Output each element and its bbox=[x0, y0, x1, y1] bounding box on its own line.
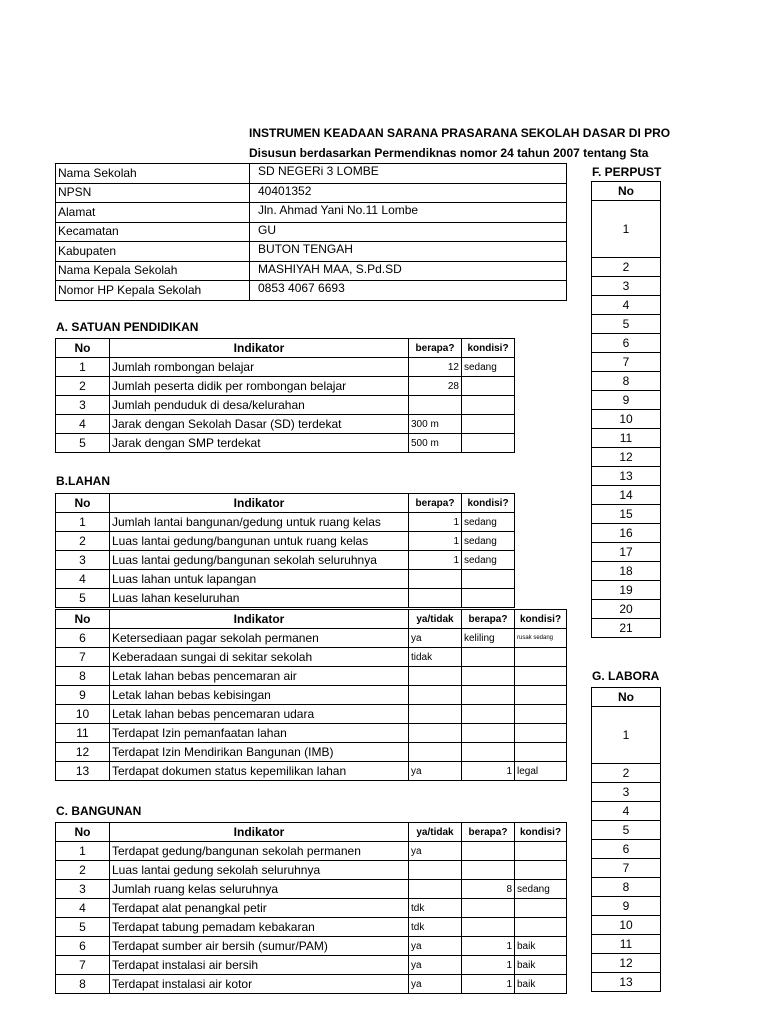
ya-tidak-value: ya bbox=[409, 975, 462, 994]
table-row bbox=[592, 954, 661, 973]
kondisi-value bbox=[515, 667, 567, 686]
table-row bbox=[56, 686, 567, 705]
berapa-value: 1 bbox=[462, 975, 515, 994]
table-row bbox=[592, 600, 661, 619]
berapa-value: 1 bbox=[462, 956, 515, 975]
table-row bbox=[56, 724, 567, 743]
table-row bbox=[56, 975, 567, 994]
berapa-value bbox=[462, 648, 515, 667]
document-subtitle: Disusun berdasarkan Permendiknas nomor 24 tahun 2007 tentang Sta bbox=[249, 146, 649, 160]
info-label: Kabupaten bbox=[56, 242, 250, 262]
indicator: Keberadaan sungai di sekitar sekolah bbox=[110, 648, 409, 667]
kondisi-value bbox=[462, 396, 515, 415]
table-row bbox=[56, 918, 567, 937]
berapa-value bbox=[409, 589, 462, 608]
table-row bbox=[592, 467, 661, 486]
berapa-value: keliling bbox=[462, 629, 515, 648]
section-b-table-1 bbox=[55, 493, 515, 608]
ya-tidak-value: ya bbox=[409, 956, 462, 975]
kondisi-value: sedang bbox=[462, 551, 515, 570]
berapa-value: 1 bbox=[462, 937, 515, 956]
row-number: 15 bbox=[592, 505, 661, 524]
kondisi-value: legal bbox=[515, 762, 567, 781]
row-number: 12 bbox=[592, 448, 661, 467]
table-header-row bbox=[592, 182, 661, 201]
section-a-table bbox=[55, 338, 515, 453]
table-row bbox=[56, 956, 567, 975]
berapa-value bbox=[409, 396, 462, 415]
section-f-title: F. PERPUST bbox=[592, 165, 662, 179]
row-number: 1 bbox=[56, 513, 110, 532]
info-row bbox=[56, 242, 567, 262]
kondisi-value bbox=[515, 899, 567, 918]
column-header: berapa? bbox=[462, 823, 515, 842]
table-row bbox=[592, 486, 661, 505]
row-number: 12 bbox=[56, 743, 110, 762]
berapa-value bbox=[462, 743, 515, 762]
indicator: Luas lahan keseluruhan bbox=[110, 589, 409, 608]
table-row bbox=[592, 581, 661, 600]
row-number: 2 bbox=[56, 377, 110, 396]
table-row bbox=[592, 391, 661, 410]
kondisi-value: rusak sedang bbox=[515, 629, 567, 648]
berapa-value bbox=[409, 570, 462, 589]
table-row bbox=[56, 667, 567, 686]
table-row bbox=[592, 258, 661, 277]
berapa-value bbox=[462, 724, 515, 743]
berapa-value: 500 m bbox=[409, 434, 462, 453]
berapa-value bbox=[462, 918, 515, 937]
table-row bbox=[56, 629, 567, 648]
table-row bbox=[592, 334, 661, 353]
row-number: 11 bbox=[56, 724, 110, 743]
berapa-value: 1 bbox=[409, 532, 462, 551]
table-header-row bbox=[56, 339, 515, 358]
row-number: 3 bbox=[56, 551, 110, 570]
column-header: Indikator bbox=[110, 494, 409, 513]
indicator: Jumlah penduduk di desa/kelurahan bbox=[110, 396, 409, 415]
indicator: Terdapat instalasi air kotor bbox=[110, 975, 409, 994]
ya-tidak-value bbox=[409, 743, 462, 762]
indicator: Jarak dengan SMP terdekat bbox=[110, 434, 409, 453]
row-number: 21 bbox=[592, 619, 661, 638]
info-value: MASHIYAH MAA, S.Pd.SD bbox=[250, 261, 567, 281]
row-number: 18 bbox=[592, 562, 661, 581]
column-header: kondisi? bbox=[515, 823, 567, 842]
row-number: 12 bbox=[592, 954, 661, 973]
table-row bbox=[592, 897, 661, 916]
column-header: Indikator bbox=[110, 339, 409, 358]
table-row bbox=[592, 802, 661, 821]
row-number: 4 bbox=[56, 415, 110, 434]
kondisi-value: baik bbox=[515, 975, 567, 994]
row-number: 14 bbox=[592, 486, 661, 505]
indicator: Terdapat Izin pemanfaatan lahan bbox=[110, 724, 409, 743]
row-number: 2 bbox=[592, 258, 661, 277]
ya-tidak-value: ya bbox=[409, 629, 462, 648]
table-row bbox=[592, 707, 661, 764]
kondisi-value bbox=[515, 648, 567, 667]
column-header: No bbox=[56, 339, 110, 358]
table-row bbox=[592, 277, 661, 296]
row-number: 7 bbox=[56, 956, 110, 975]
table-row bbox=[56, 377, 515, 396]
table-row bbox=[592, 783, 661, 802]
row-number: 9 bbox=[56, 686, 110, 705]
row-number: 6 bbox=[592, 840, 661, 859]
table-row bbox=[592, 916, 661, 935]
row-number: 3 bbox=[592, 277, 661, 296]
table-row bbox=[56, 358, 515, 377]
kondisi-value: sedang bbox=[462, 513, 515, 532]
row-number: 7 bbox=[56, 648, 110, 667]
row-number: 9 bbox=[592, 897, 661, 916]
column-header: Indikator bbox=[110, 823, 409, 842]
section-g-table bbox=[591, 687, 661, 992]
indicator: Jarak dengan Sekolah Dasar (SD) terdekat bbox=[110, 415, 409, 434]
berapa-value bbox=[462, 861, 515, 880]
row-number: 3 bbox=[56, 396, 110, 415]
row-number: 10 bbox=[56, 705, 110, 724]
table-row bbox=[592, 296, 661, 315]
row-number: 11 bbox=[592, 429, 661, 448]
indicator: Ketersediaan pagar sekolah permanen bbox=[110, 629, 409, 648]
column-header: berapa? bbox=[409, 339, 462, 358]
kondisi-value bbox=[462, 415, 515, 434]
section-a-title: A. SATUAN PENDIDIKAN bbox=[56, 320, 199, 334]
indicator: Terdapat alat penangkal petir bbox=[110, 899, 409, 918]
ya-tidak-value: ya bbox=[409, 842, 462, 861]
table-row bbox=[592, 859, 661, 878]
table-row bbox=[56, 861, 567, 880]
section-b-title: B.LAHAN bbox=[56, 474, 110, 488]
berapa-value bbox=[462, 899, 515, 918]
row-number: 1 bbox=[592, 707, 661, 764]
row-number: 6 bbox=[592, 334, 661, 353]
kondisi-value bbox=[515, 686, 567, 705]
table-row bbox=[56, 937, 567, 956]
info-value: Jln. Ahmad Yani No.11 Lombe bbox=[250, 203, 567, 223]
table-row bbox=[56, 532, 515, 551]
row-number: 4 bbox=[592, 802, 661, 821]
table-header-row bbox=[56, 823, 567, 842]
column-header: No bbox=[56, 823, 110, 842]
kondisi-value bbox=[462, 589, 515, 608]
row-number: 4 bbox=[56, 899, 110, 918]
kondisi-value: sedang bbox=[462, 358, 515, 377]
column-header: ya/tidak bbox=[409, 610, 462, 629]
row-number: 5 bbox=[592, 821, 661, 840]
row-number: 1 bbox=[56, 358, 110, 377]
row-number: 2 bbox=[56, 532, 110, 551]
table-row bbox=[56, 589, 515, 608]
indicator: Luas lantai gedung/bangunan untuk ruang kelas bbox=[110, 532, 409, 551]
info-row bbox=[56, 281, 567, 301]
kondisi-value: sedang bbox=[515, 880, 567, 899]
kondisi-value bbox=[515, 705, 567, 724]
table-row bbox=[592, 410, 661, 429]
column-header: Indikator bbox=[110, 610, 409, 629]
table-row bbox=[592, 505, 661, 524]
row-number: 8 bbox=[592, 878, 661, 897]
row-number: 5 bbox=[56, 918, 110, 937]
table-row bbox=[592, 524, 661, 543]
kondisi-value: baik bbox=[515, 937, 567, 956]
table-row bbox=[592, 201, 661, 258]
indicator: Luas lahan untuk lapangan bbox=[110, 570, 409, 589]
document-title: INSTRUMEN KEADAAN SARANA PRASARANA SEKOLAH DASAR DI PRO bbox=[249, 126, 671, 140]
ya-tidak-value bbox=[409, 880, 462, 899]
column-header: No bbox=[56, 610, 110, 629]
row-number: 4 bbox=[56, 570, 110, 589]
info-label: Nomor HP Kepala Sekolah bbox=[56, 281, 250, 301]
table-row bbox=[56, 396, 515, 415]
kondisi-value: baik bbox=[515, 956, 567, 975]
row-number: 11 bbox=[592, 935, 661, 954]
info-row bbox=[56, 203, 567, 223]
table-row bbox=[592, 429, 661, 448]
row-number: 3 bbox=[56, 880, 110, 899]
kondisi-value bbox=[515, 861, 567, 880]
berapa-value: 300 m bbox=[409, 415, 462, 434]
table-row bbox=[56, 705, 567, 724]
table-row bbox=[592, 372, 661, 391]
indicator: Jumlah rombongan belajar bbox=[110, 358, 409, 377]
table-row bbox=[592, 821, 661, 840]
table-row bbox=[592, 840, 661, 859]
indicator: Jumlah ruang kelas seluruhnya bbox=[110, 880, 409, 899]
section-g-title: G. LABORA bbox=[592, 669, 660, 683]
table-row bbox=[56, 762, 567, 781]
table-row bbox=[592, 935, 661, 954]
row-number: 5 bbox=[56, 434, 110, 453]
table-row bbox=[592, 448, 661, 467]
table-row bbox=[56, 648, 567, 667]
column-header: ya/tidak bbox=[409, 823, 462, 842]
kondisi-value bbox=[462, 570, 515, 589]
indicator: Jumlah peserta didik per rombongan belajar bbox=[110, 377, 409, 396]
row-number: 19 bbox=[592, 581, 661, 600]
table-row bbox=[592, 973, 661, 992]
row-number: 5 bbox=[56, 589, 110, 608]
table-row bbox=[56, 743, 567, 762]
kondisi-value bbox=[462, 377, 515, 396]
row-number: 6 bbox=[56, 937, 110, 956]
info-label: Kecamatan bbox=[56, 222, 250, 242]
column-header: berapa? bbox=[409, 494, 462, 513]
row-number: 17 bbox=[592, 543, 661, 562]
table-header-row bbox=[56, 494, 515, 513]
table-row bbox=[56, 513, 515, 532]
column-header: kondisi? bbox=[462, 339, 515, 358]
table-row bbox=[592, 619, 661, 638]
info-value: 0853 4067 6693 bbox=[250, 281, 567, 301]
indicator: Jumlah lantai bangunan/gedung untuk ruang kelas bbox=[110, 513, 409, 532]
row-number: 3 bbox=[592, 783, 661, 802]
ya-tidak-value: tdk bbox=[409, 899, 462, 918]
indicator: Terdapat instalasi air bersih bbox=[110, 956, 409, 975]
berapa-value: 1 bbox=[409, 551, 462, 570]
ya-tidak-value: tidak bbox=[409, 648, 462, 667]
indicator: Terdapat dokumen status kepemilikan lahan bbox=[110, 762, 409, 781]
indicator: Letak lahan bebas pencemaran udara bbox=[110, 705, 409, 724]
ya-tidak-value: ya bbox=[409, 762, 462, 781]
table-row bbox=[592, 353, 661, 372]
indicator: Terdapat Izin Mendirikan Bangunan (IMB) bbox=[110, 743, 409, 762]
table-header-row bbox=[56, 610, 567, 629]
table-row bbox=[592, 878, 661, 897]
column-header: kondisi? bbox=[515, 610, 567, 629]
row-number: 4 bbox=[592, 296, 661, 315]
row-number: 2 bbox=[592, 764, 661, 783]
info-label: Nama Sekolah bbox=[56, 164, 250, 184]
info-value: GU bbox=[250, 222, 567, 242]
berapa-value bbox=[462, 705, 515, 724]
row-number: 9 bbox=[592, 391, 661, 410]
table-row bbox=[592, 562, 661, 581]
section-c-title: C. BANGUNAN bbox=[56, 804, 142, 818]
row-number: 8 bbox=[592, 372, 661, 391]
school-info-table bbox=[55, 163, 567, 301]
indicator: Terdapat tabung pemadam kebakaran bbox=[110, 918, 409, 937]
row-number: 1 bbox=[56, 842, 110, 861]
table-row bbox=[56, 899, 567, 918]
ya-tidak-value bbox=[409, 686, 462, 705]
ya-tidak-value bbox=[409, 861, 462, 880]
info-row bbox=[56, 164, 567, 184]
info-value: 40401352 bbox=[250, 183, 567, 203]
kondisi-value bbox=[515, 743, 567, 762]
kondisi-value bbox=[462, 434, 515, 453]
ya-tidak-value bbox=[409, 705, 462, 724]
info-row bbox=[56, 261, 567, 281]
table-header-row bbox=[592, 688, 661, 707]
row-number: 10 bbox=[592, 410, 661, 429]
kondisi-value bbox=[515, 724, 567, 743]
kondisi-value bbox=[515, 918, 567, 937]
table-row bbox=[56, 570, 515, 589]
berapa-value: 1 bbox=[462, 762, 515, 781]
row-number: 16 bbox=[592, 524, 661, 543]
table-row bbox=[592, 315, 661, 334]
column-header: kondisi? bbox=[462, 494, 515, 513]
indicator: Terdapat sumber air bersih (sumur/PAM) bbox=[110, 937, 409, 956]
berapa-value bbox=[462, 842, 515, 861]
row-number: 13 bbox=[592, 973, 661, 992]
ya-tidak-value: tdk bbox=[409, 918, 462, 937]
section-b-table-2 bbox=[55, 609, 567, 781]
info-label: Alamat bbox=[56, 203, 250, 223]
row-number: 10 bbox=[592, 916, 661, 935]
column-header: berapa? bbox=[462, 610, 515, 629]
row-number: 13 bbox=[56, 762, 110, 781]
table-row bbox=[592, 764, 661, 783]
ya-tidak-value bbox=[409, 667, 462, 686]
table-row bbox=[56, 842, 567, 861]
row-number: 1 bbox=[592, 201, 661, 258]
berapa-value bbox=[462, 686, 515, 705]
row-number: 8 bbox=[56, 975, 110, 994]
table-row bbox=[592, 543, 661, 562]
berapa-value: 12 bbox=[409, 358, 462, 377]
row-number: 5 bbox=[592, 315, 661, 334]
ya-tidak-value: ya bbox=[409, 937, 462, 956]
row-number: 7 bbox=[592, 353, 661, 372]
table-row bbox=[56, 880, 567, 899]
indicator: Letak lahan bebas kebisingan bbox=[110, 686, 409, 705]
table-row bbox=[56, 434, 515, 453]
berapa-value: 8 bbox=[462, 880, 515, 899]
column-header: No bbox=[592, 182, 661, 201]
kondisi-value: sedang bbox=[462, 532, 515, 551]
table-row bbox=[56, 551, 515, 570]
berapa-value: 28 bbox=[409, 377, 462, 396]
ya-tidak-value bbox=[409, 724, 462, 743]
section-c-table bbox=[55, 822, 567, 994]
row-number: 6 bbox=[56, 629, 110, 648]
info-value: BUTON TENGAH bbox=[250, 242, 567, 262]
info-row bbox=[56, 183, 567, 203]
kondisi-value bbox=[515, 842, 567, 861]
row-number: 7 bbox=[592, 859, 661, 878]
indicator: Terdapat gedung/bangunan sekolah permanen bbox=[110, 842, 409, 861]
indicator: Luas lantai gedung sekolah seluruhnya bbox=[110, 861, 409, 880]
row-number: 2 bbox=[56, 861, 110, 880]
row-number: 20 bbox=[592, 600, 661, 619]
info-value: SD NEGERi 3 LOMBE bbox=[250, 164, 567, 184]
info-label: Nama Kepala Sekolah bbox=[56, 261, 250, 281]
indicator: Letak lahan bebas pencemaran air bbox=[110, 667, 409, 686]
info-label: NPSN bbox=[56, 183, 250, 203]
berapa-value bbox=[462, 667, 515, 686]
berapa-value: 1 bbox=[409, 513, 462, 532]
column-header: No bbox=[592, 688, 661, 707]
indicator: Luas lantai gedung/bangunan sekolah seluruhnya bbox=[110, 551, 409, 570]
table-row bbox=[56, 415, 515, 434]
row-number: 13 bbox=[592, 467, 661, 486]
section-f-table bbox=[591, 181, 661, 638]
column-header: No bbox=[56, 494, 110, 513]
info-row bbox=[56, 222, 567, 242]
row-number: 8 bbox=[56, 667, 110, 686]
